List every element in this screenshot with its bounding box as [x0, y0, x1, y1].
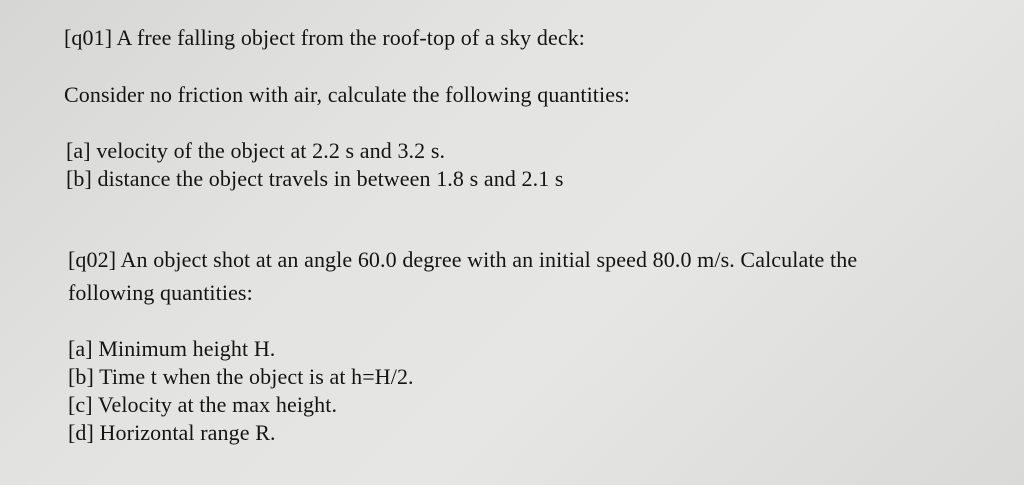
- q02-title-line2: following quantities:: [68, 280, 253, 305]
- q02-part-a: [a] Minimum height H.: [68, 336, 276, 361]
- q02-title-line1: [q02] An object shot at an angle 60.0 degree with an initial speed 80.0 m/s. Calculate the: [68, 247, 858, 272]
- q01-instruction: Consider no friction with air, calculate the following quantities:: [64, 82, 630, 107]
- q02-part-d: [d] Horizontal range R.: [68, 420, 276, 445]
- q01-title: [q01] A free falling object from the roof-top of a sky deck:: [64, 25, 586, 50]
- q01-part-b: [b] distance the object travels in between 1.8 s and 2.1 s: [66, 166, 564, 191]
- q02-part-b: [b] Time t when the object is at h=H/2.: [68, 364, 414, 389]
- q01-part-a: [a] velocity of the object at 2.2 s and 3.2 s.: [66, 138, 446, 163]
- q02-part-c: [c] Velocity at the max height.: [68, 392, 338, 417]
